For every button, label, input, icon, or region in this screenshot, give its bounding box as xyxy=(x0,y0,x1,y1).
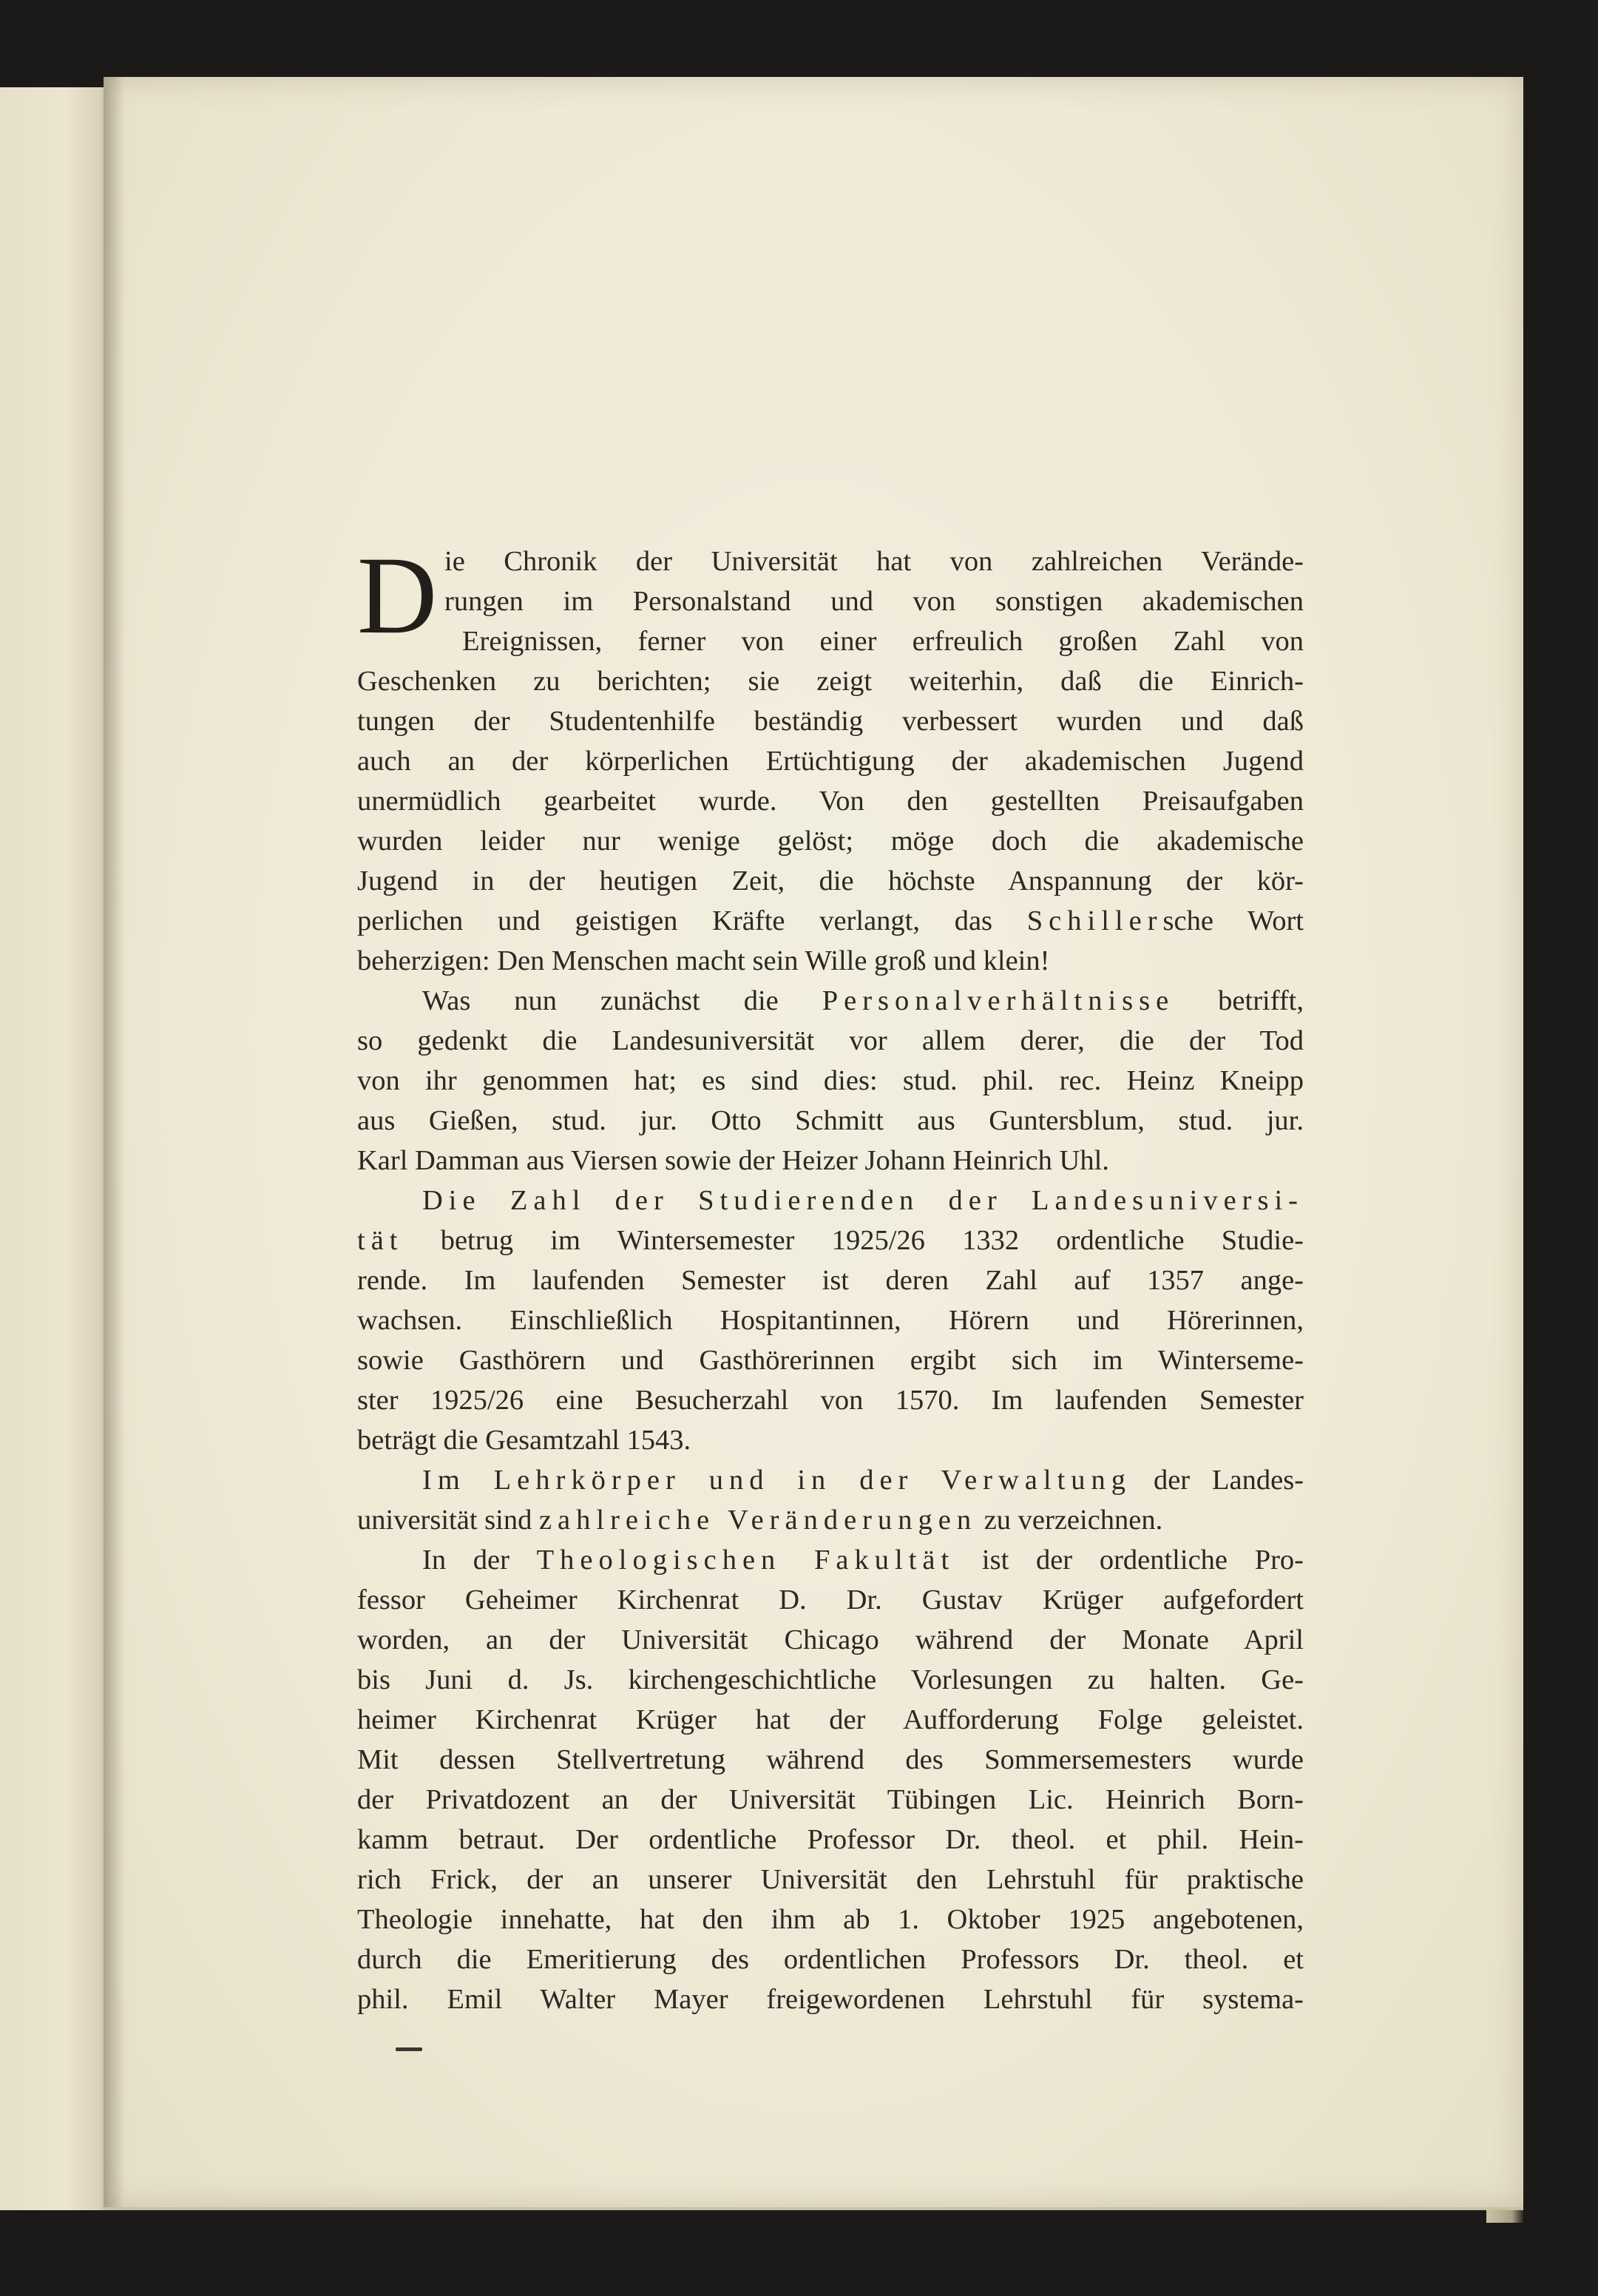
spaced-emphasis: Theologischen Fakultät xyxy=(536,1544,955,1576)
text-line: ster 1925/26 eine Besucherzahl von 1570. Im laufenden Semester xyxy=(357,1385,1304,1416)
text-line: phil. Emil Walter Mayer freigewordenen Lehrstuhl für systema- xyxy=(357,1984,1304,2015)
text-line: kamm betraut. Der ordentliche Professor Dr. theol. et phil. Hein- xyxy=(357,1824,1304,1855)
text-line: universität sind zahlreiche Veränderungen zu verzeichnen. xyxy=(357,1505,1163,1536)
text-line: der Privatdozent an der Universität Tübingen Lic. Heinrich Born- xyxy=(357,1784,1304,1815)
text-line: Karl Damman aus Viersen sowie der Heizer Johann Heinrich Uhl. xyxy=(357,1145,1109,1176)
facing-page-edge xyxy=(0,87,112,2210)
text-line: tät betrug im Wintersemester 1925/26 1332 ordentliche Studie- xyxy=(357,1225,1304,1256)
text-line: Jugend in der heutigen Zeit, die höchste Anspannung der kör- xyxy=(357,865,1304,897)
text-line: sowie Gasthörern und Gasthörerinnen ergibt sich im Winterseme- xyxy=(357,1345,1304,1376)
text-line: Theologie innehatte, hat den ihm ab 1. Oktober 1925 angebotenen, xyxy=(357,1904,1304,1935)
text-line: beträgt die Gesamtzahl 1543. xyxy=(357,1425,691,1456)
spaced-emphasis: tät xyxy=(357,1225,404,1256)
text-line: beherzigen: Den Menschen macht sein Wille groß und klein! xyxy=(357,945,1050,976)
text-line: fessor Geheimer Kirchenrat D. Dr. Gustav Krüger aufgefordert xyxy=(357,1584,1304,1615)
spaced-emphasis: Die Zahl der Studierenden der Landesuniversi- xyxy=(422,1185,1304,1216)
spaced-emphasis: Im Lehrkörper und in der Verwaltung xyxy=(422,1465,1132,1496)
text-line: rungen im Personalstand und von sonstigen akademischen xyxy=(444,586,1304,617)
text-line: tungen der Studentenhilfe beständig verbessert wurden und daß xyxy=(357,706,1304,737)
text-line: auch an der körperlichen Ertüchtigung der akademischen Jugend xyxy=(357,746,1304,777)
text-line: Ereignissen, ferner von einer erfreulich großen Zahl von xyxy=(462,626,1304,657)
spaced-emphasis: zahlreiche Veränderungen xyxy=(538,1505,978,1536)
text-line: perlichen und geistigen Kräfte verlangt, das Schillersche Wort xyxy=(357,905,1304,936)
text-line: wurden leider nur wenige gelöst; möge doch die akademische xyxy=(357,825,1304,857)
chronicle-text xyxy=(357,534,1304,2019)
text-line: rende. Im laufenden Semester ist deren Zahl auf 1357 ange- xyxy=(357,1265,1304,1296)
drop-cap: D xyxy=(357,534,438,657)
text-line: von ihr genommen hat; es sind dies: stud. phil. rec. Heinz Kneipp xyxy=(357,1065,1304,1096)
text-line: durch die Emeritierung des ordentlichen Professors Dr. theol. et xyxy=(357,1944,1304,1975)
text-line: heimer Kirchenrat Krüger hat der Aufforderung Folge geleistet. xyxy=(357,1704,1304,1735)
spaced-emphasis: Schiller xyxy=(1026,905,1163,936)
text-line: bis Juni d. Js. kirchengeschichtliche Vorlesungen zu halten. Ge- xyxy=(357,1664,1304,1695)
text-line: wachsen. Einschließlich Hospitantinnen, Hörern und Hörerinnen, xyxy=(357,1305,1304,1336)
text-line: ie Chronik der Universität hat von zahlreichen Verände- xyxy=(444,546,1304,577)
text-line: In der Theologischen Fakultät ist der ordentliche Pro- xyxy=(422,1544,1304,1576)
text-line: Mit dessen Stellvertretung während des Sommersemesters wurde xyxy=(357,1744,1304,1775)
spaced-emphasis: Personalverhältnisse xyxy=(822,985,1175,1016)
text-line: unermüdlich gearbeitet wurde. Von den gestellten Preisaufgaben xyxy=(357,786,1304,817)
text-line: so gedenkt die Landesuniversität vor allem derer, die der Tod xyxy=(357,1025,1304,1056)
text-line: Was nun zunächst die Personalverhältnisse betrifft, xyxy=(422,985,1304,1016)
text-line xyxy=(357,1181,1304,1220)
signature-mark xyxy=(396,2047,422,2051)
text-line: aus Gießen, stud. jur. Otto Schmitt aus Guntersblum, stud. jur. xyxy=(357,1105,1304,1136)
text-line: Geschenken zu berichten; sie zeigt weiterhin, daß die Einrich- xyxy=(357,666,1304,697)
book-page xyxy=(104,77,1523,2210)
text-line: rich Frick, der an unserer Universität den Lehrstuhl für praktische xyxy=(357,1864,1304,1895)
text-line: worden, an der Universität Chicago während der Monate April xyxy=(357,1624,1304,1655)
text-line: Im Lehrkörper und in der Verwaltung der Landes- xyxy=(422,1465,1304,1496)
